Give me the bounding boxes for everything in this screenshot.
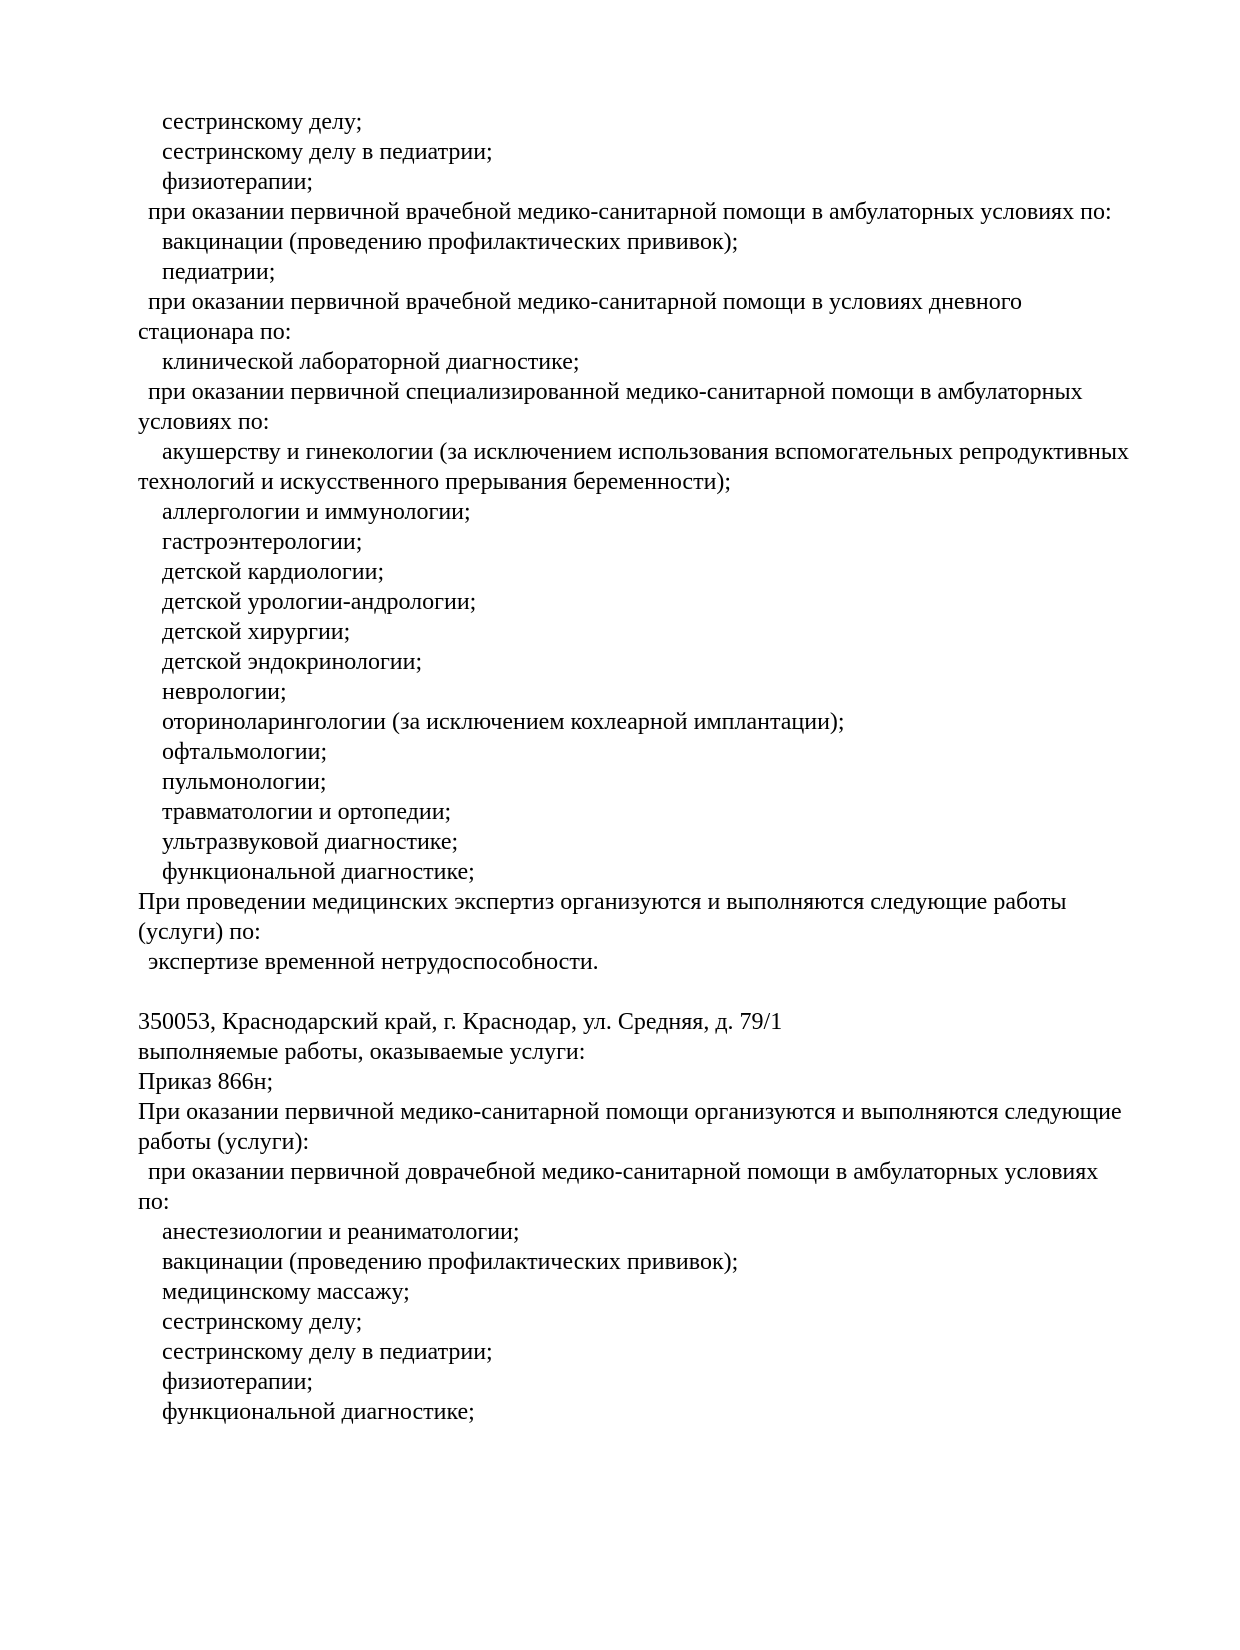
doc-line: 350053, Краснодарский край, г. Краснодар, ул. Средняя, д. 79/1 [138, 1009, 783, 1035]
doc-line: детской эндокринологии; [162, 649, 423, 675]
doc-line: физиотерапии; [162, 1369, 314, 1395]
doc-line: гастроэнтерологии; [162, 529, 363, 555]
doc-line: при оказании первичной врачебной медико-санитарной помощи в условиях дневного [148, 289, 1022, 315]
doc-line: условиях по: [138, 409, 270, 435]
doc-line: офтальмологии; [162, 739, 328, 765]
doc-line: травматологии и ортопедии; [162, 799, 452, 825]
doc-line: детской кардиологии; [162, 559, 385, 585]
doc-line: При проведении медицинских экспертиз организуются и выполняются следующие работы [138, 889, 1067, 915]
doc-line: педиатрии; [162, 259, 276, 285]
document-body [138, 107, 1180, 1427]
doc-line: детской урологии-андрологии; [162, 589, 477, 615]
doc-line: работы (услуги): [138, 1129, 310, 1155]
doc-line: аллергологии и иммунологии; [162, 499, 471, 525]
doc-line: сестринскому делу; [162, 109, 363, 135]
doc-blank-line [138, 977, 1180, 1007]
doc-line: ультразвуковой диагностике; [162, 829, 459, 855]
doc-line: при оказании первичной врачебной медико-санитарной помощи в амбулаторных условиях по: [148, 199, 1112, 225]
doc-line: медицинскому массажу; [162, 1279, 410, 1305]
doc-line: сестринскому делу в педиатрии; [162, 1339, 493, 1365]
doc-line: неврологии; [162, 679, 287, 705]
doc-line: при оказании первичной специализированной медико-санитарной помощи в амбулаторных [148, 379, 1083, 405]
doc-line: функциональной диагностике; [162, 1399, 475, 1425]
doc-line: вакцинации (проведению профилактических прививок); [162, 229, 739, 255]
doc-line: сестринскому делу; [162, 1309, 363, 1335]
doc-line: Приказ 866н; [138, 1069, 274, 1095]
doc-line: анестезиологии и реаниматологии; [162, 1219, 520, 1245]
doc-line: При оказании первичной медико-санитарной помощи организуются и выполняются следующие [138, 1099, 1122, 1125]
doc-line: сестринскому делу в педиатрии; [162, 139, 493, 165]
doc-line: детской хирургии; [162, 619, 351, 645]
doc-line: при оказании первичной доврачебной медико-санитарной помощи в амбулаторных условиях [148, 1159, 1099, 1185]
doc-line: стационара по: [138, 319, 292, 345]
doc-line: технологий и искусственного прерывания беременности); [138, 469, 732, 495]
doc-line: вакцинации (проведению профилактических прививок); [162, 1249, 739, 1275]
doc-line: экспертизе временной нетрудоспособности. [148, 949, 599, 975]
doc-line: физиотерапии; [162, 169, 314, 195]
doc-line: акушерству и гинекологии (за исключением использования вспомогательных репродуктивных [162, 439, 1129, 465]
doc-line: клинической лабораторной диагностике; [162, 349, 580, 375]
doc-line: (услуги) по: [138, 919, 261, 945]
doc-line: выполняемые работы, оказываемые услуги: [138, 1039, 586, 1065]
doc-line: пульмонологии; [162, 769, 327, 795]
doc-line: по: [138, 1189, 170, 1215]
doc-line: функциональной диагностике; [162, 859, 475, 885]
doc-line: оториноларингологии (за исключением кохлеарной имплантации); [162, 709, 845, 735]
